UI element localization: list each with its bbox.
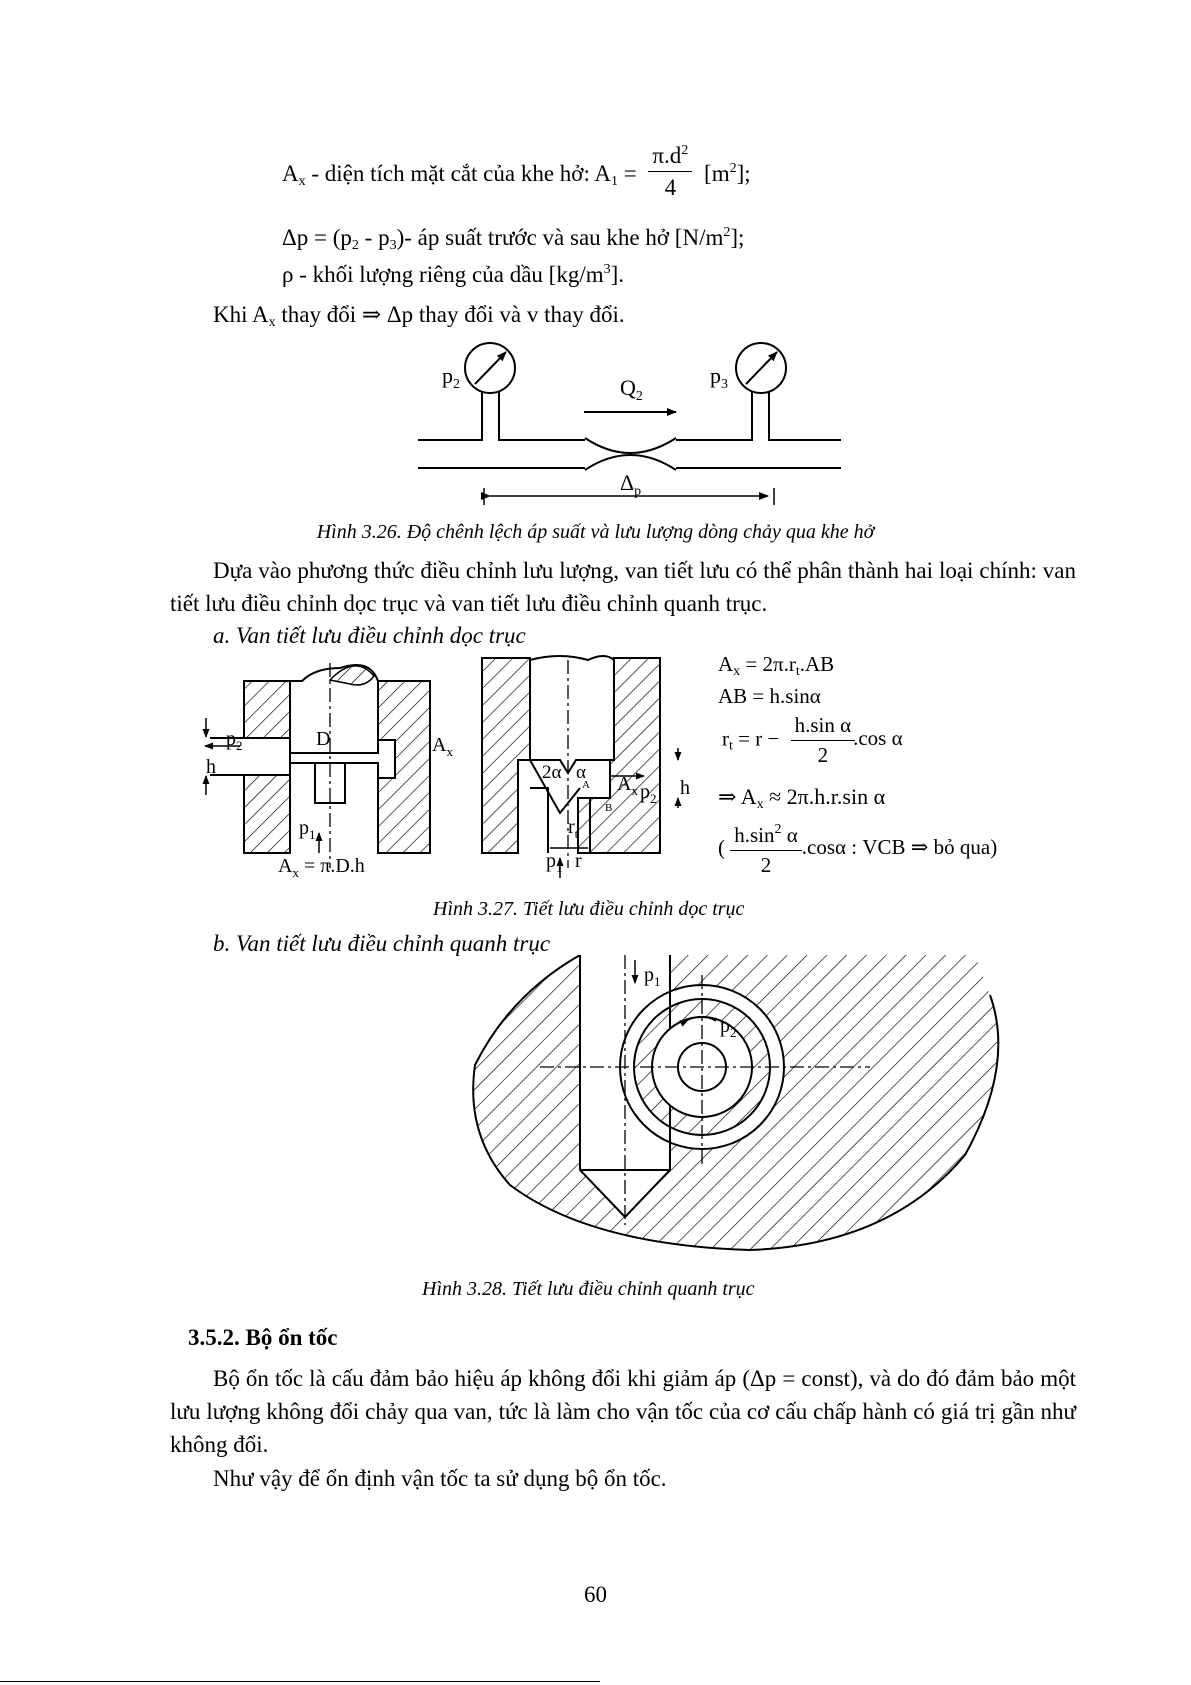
svg-text:D: D [316,728,331,750]
caption-3-26: Hình 3.26. Độ chênh lệch áp suất và lưu lượng dòng chảy qua khe hở [316,521,875,543]
paragraph-3: Như vậy để ổn định vận tốc ta sử dụng bộ ổn tốc. [213,1466,667,1491]
def-ax: $A_x$ - diện tích mặt cắt của khe hở: $A_1$ = $\frac{\pi.d^2}{4}$ $[m^2]$; [282,143,751,201]
gauge-p2 [465,343,515,393]
label-p3: $p_3$ [710,363,728,392]
label-q2: $Q_2$ [620,375,643,404]
eq-vcb: ( $\frac{h.\sin^2 \alpha}{2}$ .cosα : VCB ⇒ bỏ qua) [718,822,998,878]
page-number: 60 [584,1582,607,1607]
svg-text:h: h [206,756,216,778]
def-dp: $\Delta p = (p_2 - p_3)-$ áp suất trước và sau khe hở $[N/m^2]$; [282,225,745,253]
gauge-p3 [736,343,786,393]
svg-text:Ax = π.D.h: $A_x = \pi.D.h$ [278,855,365,880]
section-b-heading: b. Van tiết lưu điều chỉnh quanh trục [213,931,551,956]
khi-line: Khi $A_x$ thay đổi ⇒ Δp thay đổi và v thay đổi. [213,302,625,330]
label-p1: $p_1$ [644,964,661,989]
eq-ax: $A_x = 2\pi.r_t.AB$ [718,652,835,679]
svg-text:Ax: $A_x$ [432,734,453,759]
caption-3-28: Hình 3.28. Tiết lưu điều chỉnh quanh trục [422,1278,755,1300]
svg-text:p2: $p_2$ [226,728,243,753]
caption-3-27: Hình 3.27. Tiết lưu điều chỉnh dọc trục [433,898,745,920]
figure-3-27 [200,648,700,888]
eq-rt: $r_t = r$ − $\frac{\text{h.sin α}}{2}$ .cos α [722,713,903,768]
svg-text:B: B [605,802,613,814]
label-p2: $p_2$ [720,1015,737,1040]
eq-ab: AB = h.sinα [718,684,821,708]
svg-text:r: r [575,850,582,872]
section-title: 3.5.2. Bộ ổn tốc [188,1325,338,1350]
figure-3-26 [400,340,860,510]
axial-valve-left [205,663,453,880]
svg-text:rt: $r_t$ [568,816,579,841]
footer-divider [0,1681,600,1682]
eq-ax-approx: ⇒ $A_x \approx 2\pi.h.r.\sin$ α [718,784,886,812]
section-a-heading: a. Van tiết lưu điều chỉnh dọc trục [213,623,526,648]
label-p2: $p_2$ [442,363,460,392]
svg-text:p1: $p_1$ [299,817,316,842]
svg-text:h: h [680,777,690,799]
svg-text:Ax: $A_x$ [617,773,638,798]
paragraph-1: Dựa vào phương thức điều chỉnh lưu lượng, van tiết lưu có thể phân thành hai loại chính: van tiết lưu điều chỉnh dọc trục và van tiết lưu điều chỉnh quanh trục. [170,558,1076,616]
figure-3-28 [470,955,1020,1255]
svg-text:A: A [582,779,590,791]
svg-text:p2: $p_2$ [640,781,657,806]
svg-text:α: α [576,762,586,783]
svg-text:p1: $p_1$ [546,850,563,875]
label-dp: $\Delta_p$ [620,470,642,499]
svg-text:2α: 2α [542,762,562,783]
axial-valve-middle [482,656,690,878]
paragraph-2: Bộ ổn tốc là cấu đảm bảo hiệu áp không đổi khi giảm áp (Δp = const), và do đó đảm bảo một lưu lượng không đổi chảy qua van, tức là làm cho vận tốc của cơ cấu chấp hành có giá trị gần như không đổi. [170,1366,1076,1457]
area-fraction: $\frac{\pi.d^2}{4}$ [648,143,692,201]
def-rho: ρ - khối lượng riêng của dầu $[kg/m^3]$. [282,262,625,287]
